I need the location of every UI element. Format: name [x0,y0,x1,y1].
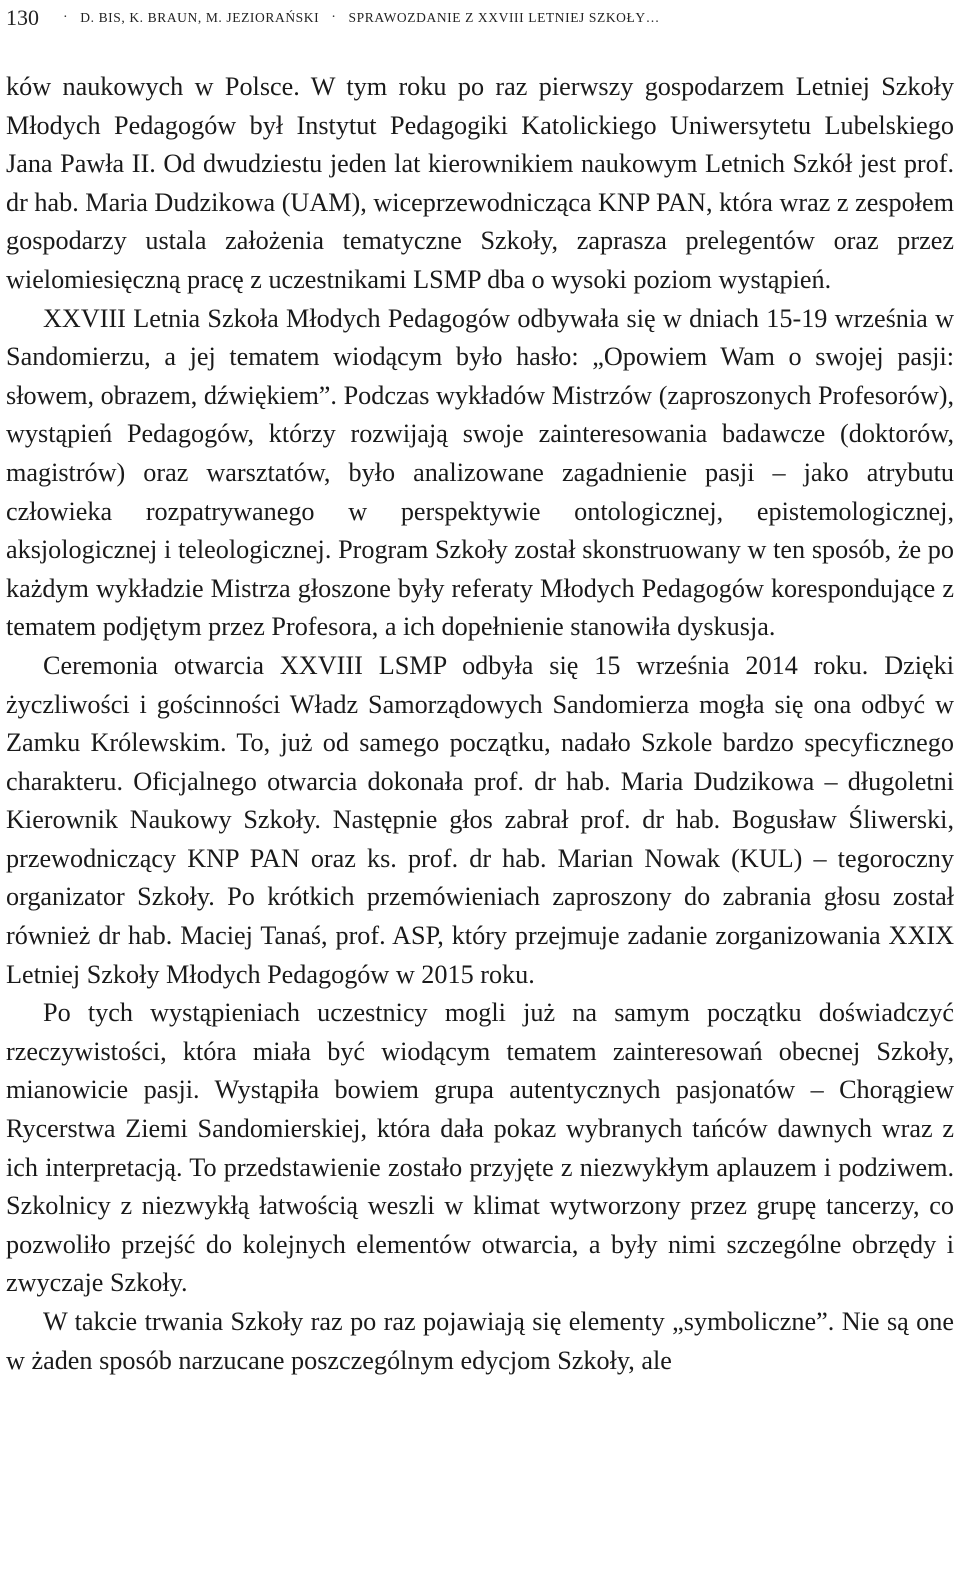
separator: · [63,10,69,25]
paragraph: Po tych wystąpieniach uczestnicy mogli już na samym początku doświadczyć rzeczywistości, która miała być wiodącym tematem zainteresowań obecnej Szkoły, mianowicie pasji. Wystąpiła bowiem grupa autentycznych pasjonatów – Chorągiew Rycerstwa Ziemi Sandomierskiej, która dała pokaz wybranych tańców dawnych wraz z ich interpretacją. To przedstawienie zostało przyjęte z niezwykłym aplauzem i podziwem. Szkolnicy z niezwykłą łatwością weszli w klimat wytworzony przez grupę tancerzy, co pozwoliło przejść do kolejnych elementów otwarcia, a były nimi szczególne obrzędy i zwyczaje Szkoły. [6,998,954,1298]
paragraph: Ceremonia otwarcia XXVIII LSMP odbyła się 15 września 2014 roku. Dzięki życzliwości i gościnności Władz Samorządowych Sandomierza mogła się ona odbyć w Zamku Królewskim. To, już od samego początku, nadało Szkole bardzo specyficznego charakteru. Oficjalnego otwarcia dokonała prof. dr hab. Maria Dudzikowa – długoletni Kierownik Naukowy Szkoły. Następnie głos zabrał prof. dr hab. Bogusław Śliwerski, przewodniczący KNP PAN oraz ks. prof. dr hab. Marian Nowak (KUL) – tegoroczny organizator Szkoły. Po krótkich przemówieniach zaproszony do zabrania głosu został również dr hab. Maciej Tanaś, prof. ASP, który przejmuje zadanie zorganizowania XXIX Letniej Szkoły Młodych Pedagogów w 2015 roku. [6,650,954,989]
paragraph: ków naukowych w Polsce. W tym roku po raz pierwszy gospodarzem Letniej Szkoły Młodych Pedagogów był Instytut Pedagogiki Katolickiego Uniwersytetu Lubelskiego Jana Pawła II. Od dwudziestu jeden lat kierownikiem naukowym Letnich Szkół jest prof. dr hab. Maria Dudzikowa (UAM), wiceprzewodnicząca KNP PAN, która wraz z zespołem gospodarzy ustala założenia tematyczne Szkoły, zaprasza prelegentów oraz przez wielomiesięczną pracę z uczestnikami LSMP dba o wysoki poziom wystąpień. [6,72,954,294]
running-head-title: SPRAWOZDANIE Z XXVIII LETNIEJ SZKOŁY… [348,10,660,25]
running-head [6,0,954,36]
body-text [6,68,954,1380]
separator: · [331,10,337,25]
paragraph: W takcie trwania Szkoły raz po raz pojawiają się elementy „symboliczne”. Nie są one w żaden sposób narzucane poszczególnym edycjom Szkoły, ale [6,1307,954,1375]
page-number: 130 [6,5,39,30]
paragraph: XXVIII Letnia Szkoła Młodych Pedagogów odbywała się w dniach 15-19 września w Sandomierzu, a jej tematem wiodącym było hasło: „Opowiem Wam o swojej pasji: słowem, obrazem, dźwiękiem”. Podczas wykładów Mistrzów (zaproszonych Profesorów), wystąpień Pedagogów, którzy rozwijają swoje zainteresowania badawcze (doktorów, magistrów) oraz warsztatów, było analizowane zagadnienie pasji – jako atrybutu człowieka rozpatrywanego w perspektywie ontologicznej, epistemologicznej, aksjologicznej i teleologicznej. Program Szkoły został skonstruowany w ten sposób, że po każdym wykładzie Mistrza głoszone były referaty Młodych Pedagogów korespondujące z tematem podjętym przez Profesora, a ich dopełnienie stanowiła dyskusja. [6,303,954,642]
running-head-authors: D. BIS, K. BRAUN, M. JEZIORAŃSKI [80,10,320,25]
